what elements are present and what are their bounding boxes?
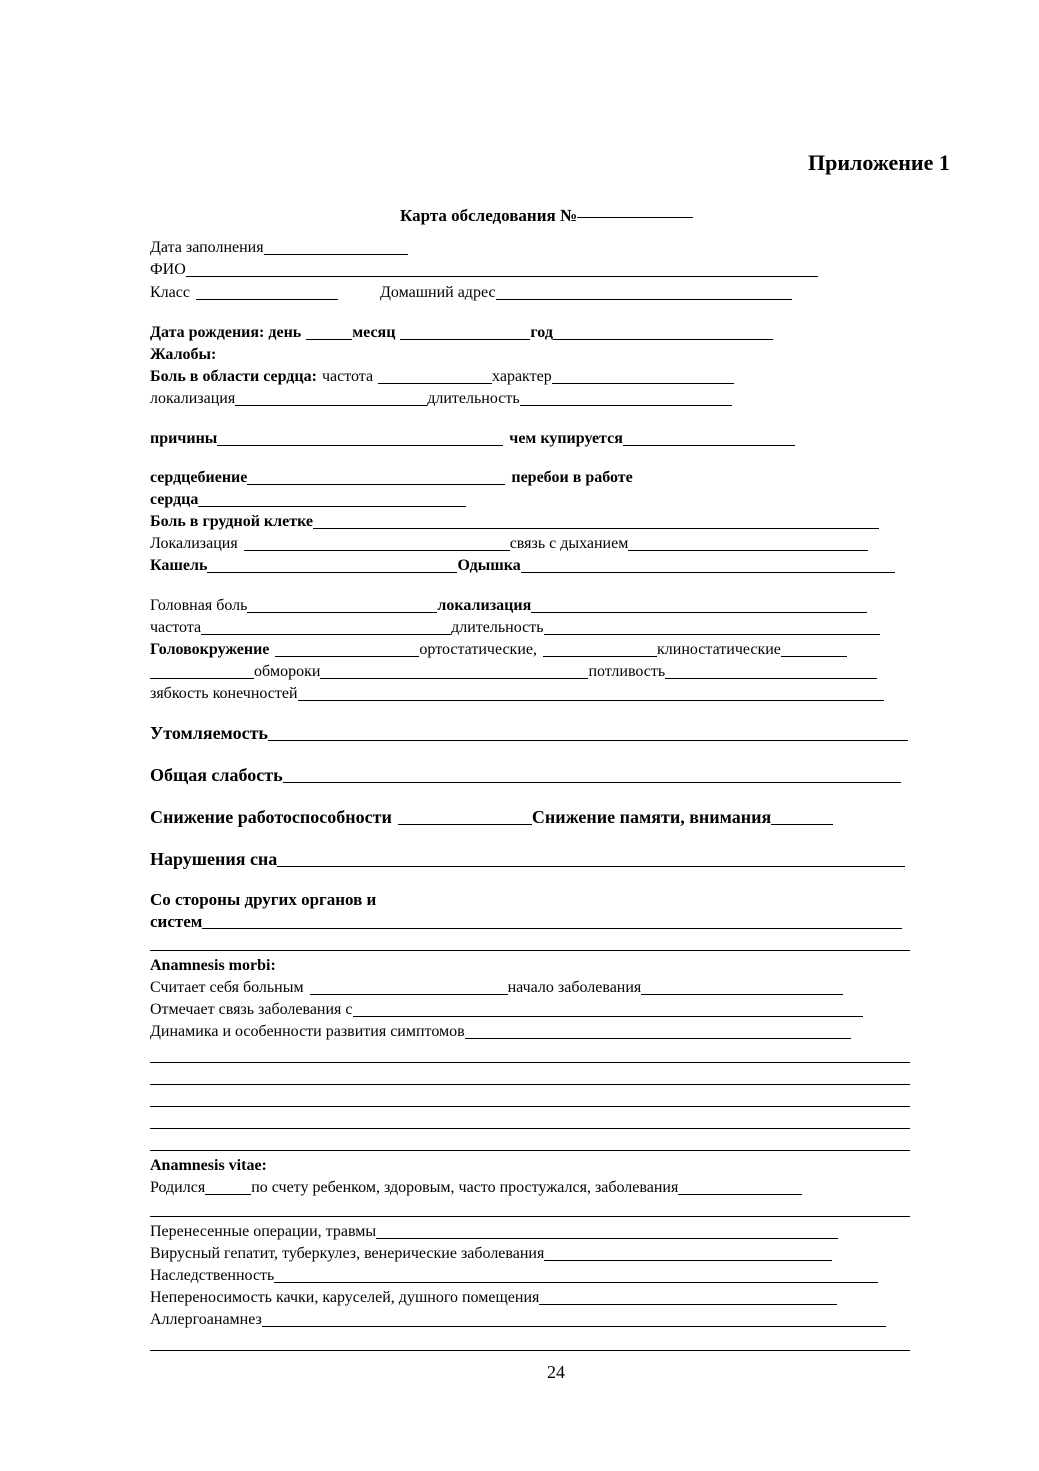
dizziness-label: Головокружение: [150, 641, 270, 658]
chest-pain-label: Боль в грудной клетке: [150, 513, 313, 530]
other-organs-field[interactable]: [202, 913, 902, 929]
fatigue-field[interactable]: [268, 725, 908, 741]
work-capacity-label: Снижение работоспособности: [150, 807, 392, 827]
birth-order-field[interactable]: [205, 1179, 251, 1195]
childhood-diseases-field-2[interactable]: [150, 1201, 910, 1217]
line-complaints: [150, 343, 216, 365]
infections-label: Вирусный гепатит, туберкулез, венерические заболевания: [150, 1245, 545, 1262]
line-born: [150, 1176, 802, 1198]
line-work-capacity: [150, 804, 833, 828]
operations-label: Перенесенные операции, травмы: [150, 1223, 377, 1240]
line-localization: [150, 387, 732, 409]
class-field[interactable]: [196, 284, 338, 300]
sleep-label: Нарушения сна: [150, 849, 278, 869]
line-other-organs-blank: [150, 932, 910, 954]
line-dynamics: [150, 1020, 851, 1042]
address-label: Домашний адрес: [379, 284, 496, 301]
birth-year-label: год: [530, 324, 553, 341]
allergy-field[interactable]: [262, 1311, 886, 1327]
dynamics-field-4[interactable]: [150, 1113, 910, 1129]
line-palpitation: [150, 466, 633, 488]
headache-duration-field[interactable]: [544, 619, 880, 635]
link-with-label: Отмечает связь заболевания с: [150, 1001, 353, 1018]
heart-pain-frequency-field[interactable]: [378, 368, 492, 384]
heart-pain-frequency-label: частота: [321, 368, 374, 385]
intolerance-label: Непереносимость качки, каруселей, душного помещения: [150, 1289, 540, 1306]
work-capacity-field[interactable]: [398, 809, 532, 825]
line-chest-pain: [150, 510, 879, 532]
chest-pain-field[interactable]: [313, 513, 879, 529]
birth-year-field[interactable]: [553, 324, 773, 340]
dynamics-field[interactable]: [465, 1023, 851, 1039]
other-organs-label: Со стороны других органов и: [150, 890, 377, 909]
headache-duration-label: длительность: [451, 619, 544, 636]
line-headache: [150, 594, 867, 616]
fill-date-field[interactable]: [264, 239, 408, 255]
orthostatic-field[interactable]: [543, 641, 657, 657]
palpitation-field[interactable]: [247, 469, 505, 485]
page-number: 24: [547, 1362, 565, 1382]
line-infections: [150, 1242, 832, 1264]
headache-localization-field[interactable]: [531, 597, 867, 613]
dynamics-field-3[interactable]: [150, 1091, 910, 1107]
line-anamnesis-morbi: [150, 954, 276, 976]
line-other-organs: [150, 888, 376, 910]
annex-heading: Приложение 1: [808, 150, 950, 175]
class-label: Класс: [150, 284, 190, 301]
line-dynamics-blank-2: [150, 1066, 910, 1088]
line-link-with: [150, 998, 863, 1020]
line-heart-pain: [150, 365, 734, 387]
fio-label: ФИО: [150, 261, 186, 278]
line-other-organs-2: [150, 910, 902, 932]
line-intolerance: [150, 1286, 837, 1308]
birth-day-label: Дата рождения: день: [150, 324, 302, 341]
line-sleep: [150, 846, 905, 870]
headache-field[interactable]: [247, 597, 437, 613]
line-fainting: [150, 660, 877, 682]
weakness-field[interactable]: [283, 767, 901, 783]
line-allergy: [150, 1308, 886, 1330]
form-number-field[interactable]: [577, 202, 693, 218]
line-dynamics-blank-3: [150, 1088, 910, 1110]
chest-localization-label: Локализация: [150, 535, 238, 552]
heredity-field[interactable]: [274, 1267, 878, 1283]
line-allergy-blank: [150, 1332, 910, 1354]
fainting-label: обмороки: [254, 663, 321, 680]
line-weakness: [150, 762, 901, 786]
line-headache-frequency: [150, 616, 880, 638]
heart-pain-character-label: характер: [492, 368, 552, 385]
anamnesis-vitae-heading: Anamnesis vitae:: [150, 1157, 267, 1174]
palpitation-label: сердцебиение: [150, 469, 248, 486]
line-ill-since: [150, 976, 843, 998]
line-heredity: [150, 1264, 878, 1286]
operations-field[interactable]: [376, 1223, 838, 1239]
allergy-label: Аллергоанамнез: [150, 1311, 262, 1328]
infections-field[interactable]: [544, 1245, 832, 1261]
line-born-blank: [150, 1198, 910, 1220]
line-heart-interrupt: [150, 488, 466, 510]
line-fatigue: [150, 720, 908, 744]
sweating-label: потливость: [588, 663, 666, 680]
allergy-field-2[interactable]: [150, 1335, 910, 1351]
cough-label: Кашель: [150, 557, 208, 574]
localization-field[interactable]: [235, 390, 427, 406]
relieved-by-label: чем купируется: [509, 430, 623, 447]
onset-label: начало заболевания: [507, 979, 642, 996]
chilly-label: зябкость конечностей: [150, 685, 298, 702]
line-chest-localization: [150, 532, 868, 554]
sweating-field[interactable]: [665, 663, 877, 679]
pre-fainting-field[interactable]: [150, 663, 254, 679]
ill-since-label: Считает себя больным: [150, 979, 304, 996]
birth-day-field[interactable]: [306, 324, 352, 340]
dynamics-label: Динамика и особенности развития симптомов: [150, 1023, 465, 1040]
heart-interrupt-field[interactable]: [198, 491, 466, 507]
onset-field[interactable]: [641, 979, 843, 995]
dynamics-field-1[interactable]: [150, 1047, 910, 1063]
fatigue-label: Утомляемость: [150, 723, 268, 743]
clinostatic-field[interactable]: [781, 641, 847, 657]
heart-interrupt-label: перебои в работе: [511, 469, 633, 486]
sleep-field[interactable]: [277, 851, 905, 867]
line-dynamics-blank-4: [150, 1110, 910, 1132]
chest-localization-field[interactable]: [244, 535, 510, 551]
line-dynamics-blank-1: [150, 1044, 910, 1066]
line-anamnesis-vitae: [150, 1154, 267, 1176]
fio-field[interactable]: [186, 261, 818, 277]
headache-label: Головная боль: [150, 597, 248, 614]
fainting-field[interactable]: [320, 663, 588, 679]
birth-month-label: месяц: [352, 324, 396, 341]
cough-field[interactable]: [207, 557, 457, 573]
headache-localization-label: локализация: [437, 597, 532, 614]
causes-label: причины: [150, 430, 218, 447]
line-dynamics-blank-5: [150, 1132, 910, 1154]
line-fill-date: [150, 236, 408, 258]
complaints-label: Жалобы:: [150, 346, 217, 363]
breath-link-label: связь с дыханием: [509, 535, 629, 552]
heart-pain-character-field[interactable]: [552, 368, 734, 384]
headache-frequency-field[interactable]: [201, 619, 451, 635]
dyspnea-field[interactable]: [521, 557, 895, 573]
memory-field[interactable]: [771, 809, 833, 825]
line-cough: [150, 554, 895, 576]
line-operations: [150, 1220, 838, 1242]
link-with-field[interactable]: [353, 1001, 863, 1017]
form-title-text: Карта обследования №: [400, 206, 578, 225]
relieved-by-field[interactable]: [623, 430, 795, 446]
dynamics-field-2[interactable]: [150, 1069, 910, 1085]
causes-field[interactable]: [217, 430, 503, 446]
address-field[interactable]: [496, 284, 792, 300]
other-organs-field-2[interactable]: [150, 935, 910, 951]
ill-since-field[interactable]: [310, 979, 508, 995]
intolerance-field[interactable]: [539, 1289, 837, 1305]
heart-pain-label: Боль в области сердца:: [150, 368, 317, 385]
weakness-label: Общая слабость: [150, 765, 283, 785]
dynamics-field-5[interactable]: [150, 1135, 910, 1151]
line-dizziness: [150, 638, 847, 660]
line-class-address: [150, 281, 792, 303]
heart-interrupt-label-2: сердца: [150, 491, 199, 508]
birth-month-field[interactable]: [400, 324, 530, 340]
line-fio: [150, 258, 818, 280]
other-organs-label-2: систем: [150, 912, 203, 931]
clinostatic-label: клиностатические: [657, 641, 781, 658]
heredity-label: Наследственность: [150, 1267, 275, 1284]
childhood-diseases-field[interactable]: [678, 1179, 802, 1195]
born-label: Родился: [150, 1179, 206, 1196]
breath-link-field[interactable]: [628, 535, 868, 551]
fill-date-label: Дата заполнения: [150, 239, 264, 256]
duration-label: длительность: [427, 390, 520, 407]
line-chilly: [150, 682, 884, 704]
born-rest-label: по счету ребенком, здоровым, часто простужался, заболевания: [251, 1179, 679, 1196]
line-causes: [150, 427, 795, 449]
localization-label: локализация: [150, 390, 236, 407]
dizziness-field[interactable]: [275, 641, 419, 657]
anamnesis-morbi-heading: Anamnesis morbi:: [150, 957, 276, 974]
memory-label: Снижение памяти, внимания: [531, 807, 772, 827]
line-birth-date: [150, 321, 773, 343]
headache-frequency-label: частота: [150, 619, 202, 636]
orthostatic-label: ортостатические,: [419, 641, 537, 658]
dyspnea-label: Одышка: [457, 557, 521, 574]
form-title: [400, 202, 693, 226]
duration-field[interactable]: [520, 390, 732, 406]
chilly-field[interactable]: [298, 685, 884, 701]
